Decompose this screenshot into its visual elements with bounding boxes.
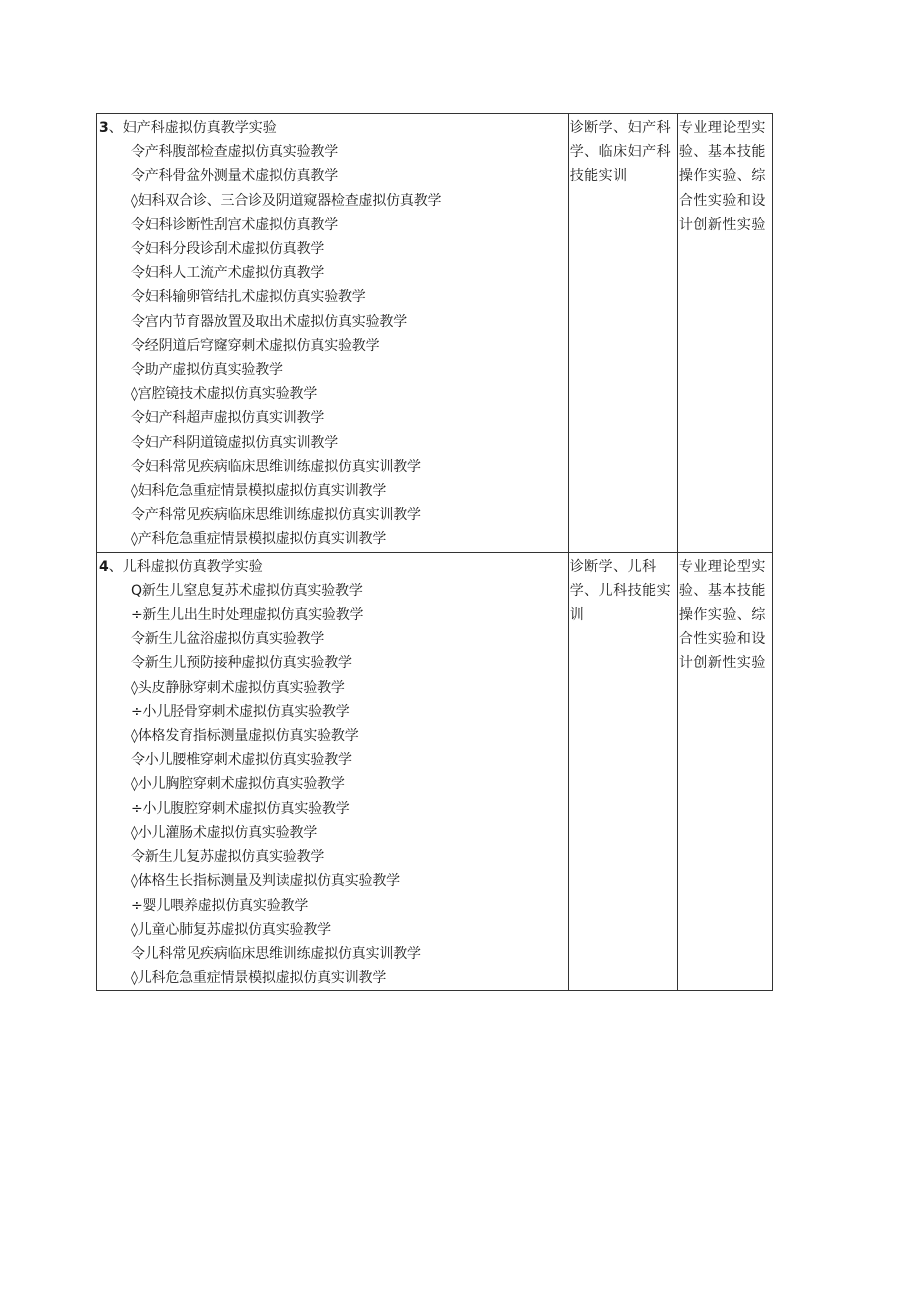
experiment-item: ÷小儿胫骨穿刺术虚拟仿真实验教学: [131, 703, 350, 720]
section-title: [97, 114, 568, 140]
experiment-item: ◊妇科危急重症情景模拟虚拟仿真实训教学: [131, 483, 387, 500]
section-title-text: 、妇产科虚拟仿真教学实验: [108, 120, 277, 136]
experiment-table: [96, 113, 773, 991]
experiment-item: ◊妇科双合诊、三合诊及阴道窥器检查虚拟仿真教学: [131, 192, 442, 209]
experiment-item: ◊儿童心肺复苏虚拟仿真实验教学: [131, 921, 331, 938]
experiment-item: 令妇产科阴道镜虚拟仿真实训教学: [131, 434, 338, 451]
section-row: [97, 552, 773, 991]
experiment-item: 令妇科常见疾病临床思维训练虚拟仿真实训教学: [131, 458, 421, 475]
experiment-item: ÷小儿腹腔穿刺术虚拟仿真实验教学: [131, 800, 350, 817]
experiment-item: 令妇科输卵管结扎术虚拟仿真实验教学: [131, 289, 366, 306]
experiment-item: 令新生儿盆浴虚拟仿真实验教学: [131, 631, 325, 648]
experiment-item: 令妇科诊断性刮宫术虚拟仿真教学: [131, 216, 338, 233]
experiment-item: ◊儿科危急重症情景模拟虚拟仿真实训教学: [131, 970, 387, 987]
experiment-item: ◊头皮静脉穿刺术虚拟仿真实验教学: [131, 679, 345, 696]
experiment-item: 令新生儿预防接种虚拟仿真实验教学: [131, 655, 352, 672]
experiment-item: 令产科常见疾病临床思维训练虚拟仿真实训教学: [131, 507, 421, 524]
experiment-item: 令产科腹部检查虚拟仿真实验教学: [131, 144, 338, 161]
experiment-item: ÷婴儿喂养虚拟仿真实验教学: [131, 897, 309, 914]
experiment-item: ÷新生儿出生时处理虚拟仿真实验教学: [131, 607, 364, 624]
experiment-item: ◊小儿胸腔穿刺术虚拟仿真实验教学: [131, 776, 345, 793]
experiment-item: ◊宫腔镜技术虚拟仿真实验教学: [131, 386, 318, 403]
section-number: 4: [99, 558, 109, 575]
experiment-item: 令妇科人工流产术虚拟仿真教学: [131, 265, 325, 282]
experiment-item: Q新生儿窒息复苏术虚拟仿真实验教学: [131, 582, 363, 599]
experiment-type-cell: [677, 552, 772, 991]
table-body: [97, 114, 773, 991]
course-cell: [568, 114, 677, 553]
experiment-item: 令产科骨盆外测量术虚拟仿真教学: [131, 168, 338, 185]
experiment-item: 令经阴道后穹窿穿刺术虚拟仿真实验教学: [131, 337, 380, 354]
experiment-type-text: 专业理论型实验、基本技能操作实验、综合性实验和设计创新性实验: [678, 558, 766, 672]
experiment-item: 令小儿腰椎穿刺术虚拟仿真实验教学: [131, 752, 352, 769]
experiment-item: 令宫内节育器放置及取出术虚拟仿真实验教学: [131, 313, 407, 330]
experiment-item: ◊体格生长指标测量及判读虚拟仿真实验教学: [131, 873, 400, 890]
section-title-text: 、儿科虚拟仿真教学实验: [108, 558, 263, 575]
course-cell: [568, 552, 677, 991]
experiment-item: 令妇产科超声虚拟仿真实训教学: [131, 410, 325, 427]
section-row: [97, 114, 773, 553]
experiment-item: ◊体格发育指标测量虚拟仿真实验教学: [131, 728, 359, 745]
experiment-item: 令新生儿复苏虚拟仿真实验教学: [131, 849, 325, 866]
experiment-type-text: 专业理论型实验、基本技能操作实验、综合性实验和设计创新性实验: [678, 120, 766, 233]
experiment-list-cell: [97, 114, 569, 553]
experiment-item: ◊小儿灌肠术虚拟仿真实验教学: [131, 824, 318, 841]
experiment-list-cell: [97, 552, 569, 991]
experiment-type-cell: [677, 114, 772, 553]
experiment-item: 令助产虚拟仿真实验教学: [131, 362, 283, 379]
course-text: 诊断学、儿科学、儿科技能实训: [569, 558, 672, 624]
section-title: [97, 553, 568, 579]
experiment-item: ◊产科危急重症情景模拟虚拟仿真实训教学: [131, 531, 387, 548]
course-text: 诊断学、妇产科学、临床妇产科技能实训: [569, 120, 672, 185]
experiment-item: 令妇科分段诊刮术虚拟仿真教学: [131, 241, 325, 258]
section-number: 3: [99, 120, 109, 136]
experiment-item: 令儿科常见疾病临床思维训练虚拟仿真实训教学: [131, 945, 421, 962]
